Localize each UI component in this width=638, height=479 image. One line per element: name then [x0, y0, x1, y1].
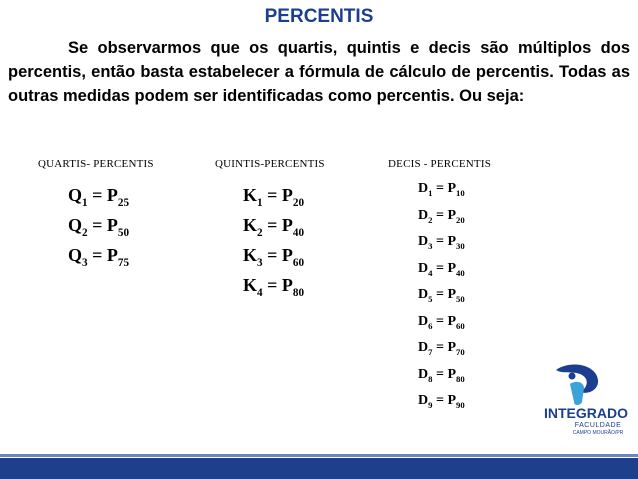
decis-formula: [418, 287, 465, 303]
percentile-index: 90: [456, 399, 465, 410]
decis-formula: [418, 393, 465, 409]
percentile-symbol: P: [281, 185, 293, 205]
equals: =: [262, 215, 282, 235]
symbol-index: 1: [257, 197, 263, 210]
quartis-header: QUARTIS- PERCENTIS: [38, 158, 154, 170]
symbol: K: [243, 185, 258, 205]
decis-formula: [418, 261, 465, 277]
equals: =: [432, 393, 448, 408]
symbol: D: [418, 313, 429, 329]
percentile-index: 40: [292, 227, 305, 240]
symbol-index: 2: [257, 227, 263, 240]
decis-formula: [418, 181, 465, 197]
percentile-symbol: P: [447, 287, 457, 302]
percentile-index: 25: [117, 197, 130, 210]
intro-paragraph: [8, 36, 630, 108]
symbol-index: 6: [428, 320, 433, 331]
footer-bar: [0, 458, 638, 479]
percentile-index: 75: [117, 257, 130, 270]
percentile-symbol: P: [447, 313, 457, 329]
quintis-header: QUINTIS-PERCENTIS: [215, 158, 325, 170]
percentile-symbol: P: [106, 245, 118, 265]
logo-mark-icon: [556, 365, 598, 405]
percentile-symbol: P: [281, 215, 293, 235]
symbol: D: [418, 287, 429, 302]
symbol: D: [418, 234, 429, 249]
integrado-logo: [536, 362, 636, 438]
symbol-index: 8: [428, 373, 433, 384]
equals: =: [262, 185, 282, 205]
quartis-formula: [68, 185, 130, 210]
percentile-symbol: P: [447, 234, 457, 249]
equals: =: [432, 207, 448, 223]
percentile-symbol: P: [447, 393, 457, 408]
equals: =: [432, 181, 448, 196]
percentile-symbol: P: [281, 245, 293, 265]
equals: =: [87, 215, 107, 235]
symbol-index: 3: [82, 257, 88, 270]
symbol: Q: [68, 185, 83, 205]
symbol-index: 3: [428, 240, 433, 251]
symbol: D: [418, 366, 429, 382]
equals: =: [432, 287, 448, 302]
percentile-symbol: P: [447, 260, 457, 276]
percentile-index: 20: [456, 214, 465, 225]
symbol-index: 5: [428, 293, 433, 304]
percentile-symbol: P: [106, 185, 118, 205]
equals: =: [87, 185, 107, 205]
equals: =: [432, 340, 448, 355]
percentile-symbol: P: [447, 181, 457, 196]
symbol-index: 2: [428, 214, 433, 225]
percentile-index: 50: [117, 227, 130, 240]
percentile-index: 20: [292, 197, 305, 210]
symbol: D: [418, 207, 429, 223]
equals: =: [432, 234, 448, 249]
percentile-symbol: P: [447, 340, 457, 355]
symbol-index: 4: [257, 287, 263, 300]
symbol: Q: [68, 245, 83, 265]
logo-name: INTEGRADO: [544, 405, 628, 421]
decis-formula: [418, 367, 465, 383]
symbol-index: 1: [428, 187, 433, 198]
symbol: K: [243, 215, 258, 235]
percentile-index: 70: [456, 346, 465, 357]
percentile-index: 80: [456, 373, 465, 384]
intro-text: Se observarmos que os quartis, quintis e decis são múltiplos dos percentis, então basta estabelecer a fórmula de cálculo de percentis. Todas as outras medidas podem ser identificadas como percentis. Ou seja:: [8, 39, 630, 105]
quintis-formula: [243, 215, 305, 240]
symbol-index: 7: [428, 346, 433, 357]
percentile-symbol: P: [447, 207, 457, 223]
percentile-index: 80: [292, 287, 305, 300]
percentile-symbol: P: [447, 366, 457, 382]
percentile-index: 10: [456, 187, 465, 198]
symbol-index: 2: [82, 227, 88, 240]
percentile-symbol: P: [281, 275, 293, 295]
symbol-index: 9: [428, 399, 433, 410]
quintis-formula: [243, 185, 305, 210]
percentile-index: 60: [292, 257, 305, 270]
quintis-formula: [243, 275, 305, 300]
symbol: K: [243, 245, 258, 265]
percentile-index: 40: [456, 267, 465, 278]
symbol: D: [418, 393, 429, 408]
page-title: PERCENTIS: [264, 6, 374, 27]
decis-formula: [418, 208, 465, 224]
symbol: D: [418, 181, 429, 196]
equals: =: [262, 275, 282, 295]
equals: =: [432, 313, 448, 329]
percentile-index: 60: [456, 320, 465, 331]
symbol-index: 4: [428, 267, 433, 278]
logo-place: CAMPO MOURÃO/PR: [572, 430, 624, 436]
equals: =: [432, 260, 448, 276]
quartis-formula: [68, 215, 130, 240]
footer-accent-line: [0, 454, 638, 457]
symbol: D: [418, 340, 429, 355]
quartis-formula: [68, 245, 130, 270]
decis-formula: [418, 234, 465, 250]
percentile-index: 30: [456, 240, 465, 251]
symbol-index: 3: [257, 257, 263, 270]
logo-sub: FACULDADE: [574, 422, 622, 429]
symbol: K: [243, 275, 258, 295]
symbol: D: [418, 260, 429, 276]
percentile-symbol: P: [106, 215, 118, 235]
percentile-index: 50: [456, 293, 465, 304]
decis-formula: [418, 314, 465, 330]
symbol-index: 1: [82, 197, 88, 210]
quintis-formula: [243, 245, 305, 270]
equals: =: [262, 245, 282, 265]
decis-header: DECIS - PERCENTIS: [388, 158, 492, 170]
symbol: Q: [68, 215, 83, 235]
decis-formula: [418, 340, 465, 356]
equals: =: [432, 366, 448, 382]
equals: =: [87, 245, 107, 265]
